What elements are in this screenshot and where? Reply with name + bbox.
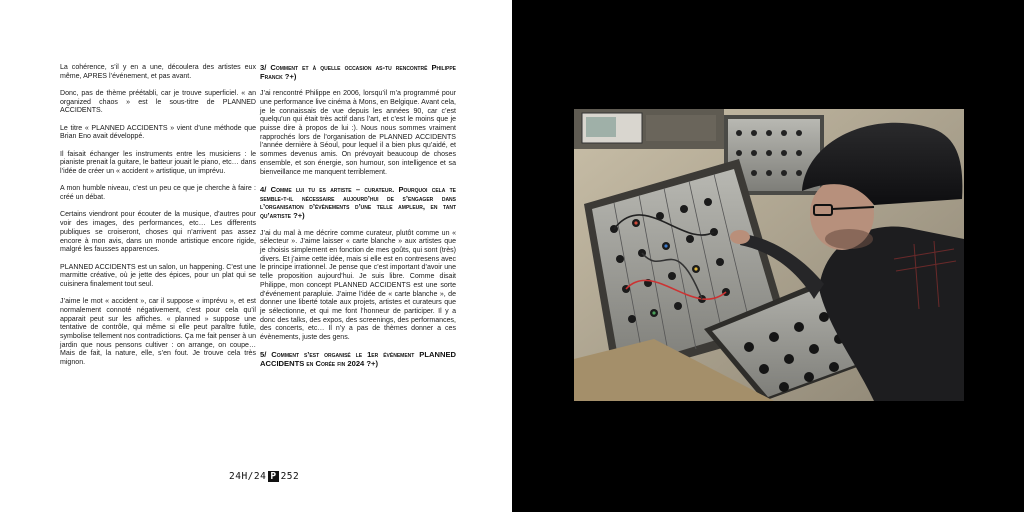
answer-3: J’ai rencontré Philippe en 2006, lorsqu’il m’a programmé pour une performance live cinéma à Mons, en Belgique. Avant cela, je le connaissais de vue depuis les années 90, car c’est quelqu’un qui était très actif dans l’art, et c’est le moins que je puisse dire à propos de lui :). Nous nous sommes vraiment rapprochés lors de l’organisation de PLANNED ACCIDENTS l’année dernière à Séoul, pour lequel il a bien plus qu’aidé, et sommes devenus amis. On prévoyait beaucoup de choses ensemble, et son énergie, son humour, son intelligence et sa bienveillance me manquent terriblement.	[260, 90, 456, 176]
paragraph: La cohérence, s’il y en a une, découlera des artistes eux même, APRES l’événement, et pas avant.	[60, 64, 256, 80]
answer-4: J’ai du mal à me décrire comme curateur, plutôt comme un « sélecteur ». J’aime laisser « carte blanche » aux artistes que je choisis simplement en fonction de mes goûts, qui sont (très) divers. Et j’aime cette idée, mais si elle est en contresens avec le principe irrationnel. Je pense que c’est important d’avoir une telle proposition aujourd’hui. Je suis libre. Comme disait Philippe, mon concept PLANNED ACCIDENTS est une sorte d’événement parapluie. J’aime l’idée de « carte blanche », de donner une liberté totale aux projets, artistes et curateurs que je sélectionne, et qui me font l’honneur de participer. Il y a donc des talks, des expos, des screenings, des performances, des concerts, etc… Il n’y a pas de thèmes donner a ces évènements, juste des gens.	[260, 229, 456, 342]
right-page	[512, 0, 1024, 512]
paragraph: A mon humble niveau, c’est un peu ce que je cherche à faire : créé un débat.	[60, 185, 256, 202]
paragraph: PLANNED ACCIDENTS est un salon, un happening. C’est une marmitte créative, où je jette des épices, pour un plat qui se cuisinera finalement tout seul.	[60, 263, 256, 288]
question-5-heading: 5/ Comment s’est organisé le 1er événement PLANNED ACCIDENTS en Corée fin 2024 ?+)	[260, 350, 456, 369]
paragraph: Donc, pas de thème préétabli, car je trouve superficiel. « an organized chaos » est le sous-titre de PLANNED ACCIDENTS.	[60, 90, 256, 115]
folio-logo-mark: P	[270, 470, 277, 482]
paragraph: Le titre « PLANNED ACCIDENTS » vient d’une méthode que Brian Eno avait développé.	[60, 124, 256, 141]
folio-page-number: 252	[280, 470, 300, 482]
paragraph: Certains viendront pour écouter de la musique, d’autres pour voir des images, des performances, etc… Les differents publiques se croiseront, choses qui n’arrivent pas assez encore à mon avis, dans un monde artistique encore rigide, malgré les fausses apparences.	[60, 211, 256, 254]
page-folio	[229, 470, 299, 482]
folio-left: 24H/24	[229, 470, 267, 482]
question-4-heading: 4/ Comme lui tu es artiste – curateur. Pourquoi cela te semble-t-il nécessaire aujourd’hui de s’engager dans l’organisation d’évènements d’une telle ampleur, en tant qu’artiste ?+)	[260, 184, 456, 221]
right-text-column	[260, 64, 456, 378]
left-text-column	[60, 64, 256, 376]
synth-photo	[574, 109, 964, 401]
paragraph: J’aime le mot « accident », car il suppose « imprévu », et est normalement connoté négativement, c’est pour cela qu’il apparait peut sur les affiches. « planned » suppose une tentative de contrôle, qui même si elle peut paraître futile, symbolise tellement nos contradictions. Ça me fait penser à un jardin que nous pensons cultiver : on arrange, on coupe… Mais de fait, la nature, elle, s’en fout. Je trouve cela très mignon.	[60, 298, 256, 367]
question-3-heading: 3/ Comment et à quelle occasion as-tu rencontré Philippe Franck ?+)	[260, 63, 456, 81]
synth-photo-illustration	[574, 109, 964, 401]
paragraph: Il faisait échanger les instruments entre les musiciens : le pianiste prenait la guitare, le batteur jouait le piano, etc… dans l’idée de créer un « accident » artistique, un imprévu.	[60, 150, 256, 176]
